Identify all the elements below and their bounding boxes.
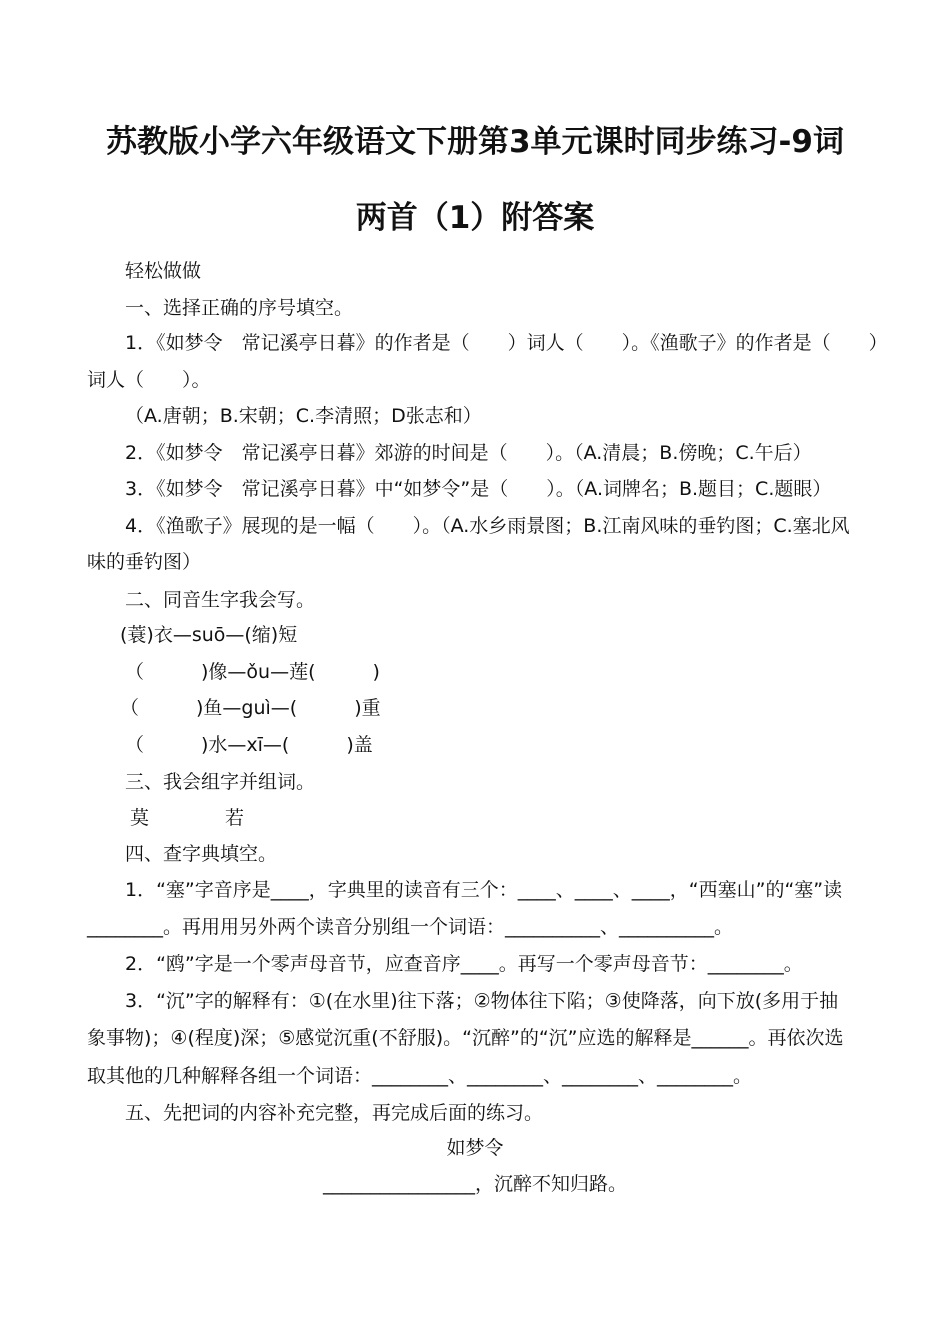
- homophone-row-3: （ )鱼—guì—( )重: [120, 697, 381, 719]
- section-3-heading: 三、我会组字并组词。: [125, 771, 316, 793]
- question-4-3-cont-1: 象事物)；④(程度)深；⑤感觉沉重(不舒服)。“沉醉”的“沉”应选的解释是______。再依次选: [87, 1027, 844, 1049]
- section-2-heading: 二、同音生字我会写。: [125, 589, 316, 611]
- section-5-heading: 五、先把词的内容补充完整，再完成后面的练习。: [125, 1102, 544, 1124]
- section-4-heading: 四、查字典填空。: [125, 843, 278, 865]
- title-line-1: 苏教版小学六年级语文下册第3单元课时同步练习-9词: [105, 124, 844, 160]
- question-4-1-cont: ________。再用用另外两个读音分别组一个词语：__________、__________。: [87, 916, 734, 938]
- homophone-row-4: （ )水—xī—( )盖: [125, 734, 373, 756]
- question-1-2: 2．《如梦令 常记溪亭日暮》郊游的时间是（ ）。（A.清晨；B.傍晚；C.午后）: [125, 442, 812, 464]
- question-1-1-cont: 词人（ ）。: [87, 369, 211, 391]
- section-3-chars: 莫 若: [130, 807, 245, 829]
- question-1-1: 1．《如梦令 常记溪亭日暮》的作者是（ ）词人（ ）。《渔歌子》的作者是（ ）: [125, 332, 888, 354]
- question-1-4: 4．《渔歌子》展现的是一幅（ ）。（A.水乡雨景图；B.江南风味的垂钓图；C.塞北风: [125, 515, 850, 537]
- question-4-2: 2．“鸥”字是一个零声母音节，应查音序____。再写一个零声母音节：________。: [125, 953, 803, 975]
- poem-line-1: ________________，沉醉不知归路。: [322, 1173, 627, 1195]
- section-1-heading: 一、选择正确的序号填空。: [125, 297, 354, 319]
- question-4-1: 1．“塞”字音序是____，字典里的读音有三个：____、____、____，“西塞山”的“塞”读: [125, 879, 843, 901]
- question-4-3-cont-2: 取其他的几种解释各组一个词语：________、________、________、________。: [87, 1065, 753, 1087]
- homophone-row-1: (蓑)衣—suō—(缩)短: [120, 624, 298, 646]
- question-1-3: 3．《如梦令 常记溪亭日暮》中“如梦令”是（ ）。（A.词牌名；B.题目；C.题眼）: [125, 478, 832, 500]
- question-1-1-options: （A.唐朝；B.宋朝；C.李清照；D张志和）: [125, 405, 482, 427]
- question-1-4-cont: 味的垂钓图）: [87, 551, 202, 573]
- title-line-2: 两首（1）附答案: [355, 200, 595, 236]
- homophone-row-2: （ )像—ǒu—莲( ): [125, 661, 380, 683]
- question-4-3: 3．“沉”字的解释有：①(在水里)往下落；②物体往下陷；③使降落，向下放(多用于抽: [125, 990, 839, 1012]
- intro-heading: 轻松做做: [125, 260, 202, 282]
- poem-title: 如梦令: [446, 1137, 504, 1159]
